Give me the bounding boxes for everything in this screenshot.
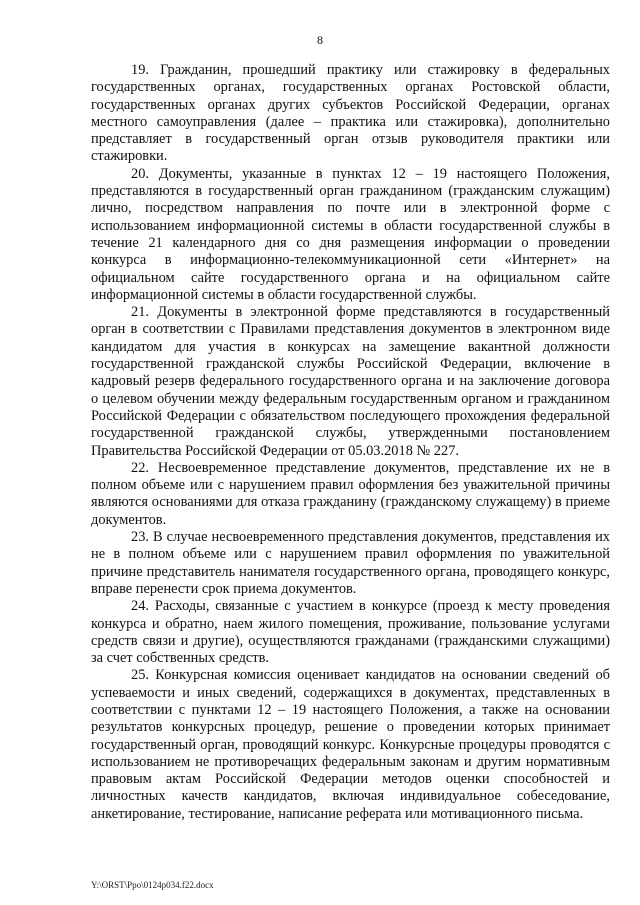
paragraph-21: 21. Документы в электронной форме представляются в государственный орган в соответствии с Правилами представления документов в электронном виде кандидатом для участия в конкурсах на замещение вакантной должности государственной гражданской службы Российской Федерации, включение в кадровый резерв федерального государственного органа и на заключение договора о целевом обучении между федеральным государственным органом и гражданином Российской Федерации с обязательством последующего прохождения федеральной государственной гражданской службы, утвержденными постановлением Правительства Российской Федерации от 05.03.2018 № 227. [91, 304, 610, 459]
document-body [91, 62, 610, 823]
page-number: 8 [317, 33, 323, 47]
paragraph-22: 22. Несвоевременное представление документов, представление их не в полном объеме или с нарушением правил оформления без уважительной причины являются основаниями для отказа гражданину (гражданскому служащему) в приеме документов. [91, 459, 610, 528]
paragraph-25: 25. Конкурсная комиссия оценивает кандидатов на основании сведений об успеваемости и иных сведений, содержащихся в документах, представленных в соответствии с пунктами 12 – 19 настоящего Положения, а также на основании результатов конкурсных процедур, решение о проведении которых принимает государственный орган, проводящий конкурс. Конкурсные процедуры проводятся с использованием не противоречащих федеральным законам и другим нормативным правовым актам Российской Федерации методов оценки способностей и личностных качеств кандидатов, включая индивидуальное собеседование, анкетирование, тестирование, написание реферата или мотивационного письма. [91, 667, 610, 822]
paragraph-19: 19. Гражданин, прошедший практику или стажировку в федеральных государственных органах, государственных органах Ростовской области, государственных органах других субъектов Российской Федерации, органах местного самоуправления (далее – практика или стажировка), дополнительно представляет в государственный орган отзыв руководителя практики или стажировки. [91, 62, 610, 165]
paragraph-20: 20. Документы, указанные в пунктах 12 – 19 настоящего Положения, представляются в государственный орган гражданином (гражданским служащим) лично, посредством направления по почте или в электронной форме с использованием информационной системы в области государственной службы в течение 21 календарного дня со дня размещения информации о проведении конкурса в информационно-телекоммуникационной сети «Интернет» на официальном сайте государственного органа и на официальном сайте информационной системы в области государственной службы. [91, 165, 610, 303]
paragraph-23: 23. В случае несвоевременного представления документов, представления их не в полном объеме или с нарушением правил оформления по уважительной причине представитель нанимателя государственного органа, проводящего конкурс, вправе перенести срок приема документов. [91, 529, 610, 597]
paragraph-24: 24. Расходы, связанные с участием в конкурсе (проезд к месту проведения конкурса и обратно, наем жилого помещения, проживание, пользование услугами средств связи и другие), осуществляются гражданами (гражданскими служащими) за счет собственных средств. [91, 598, 610, 667]
footer-file-path: Y:\ORST\Ppo\0124p034.f22.docx [91, 880, 214, 890]
